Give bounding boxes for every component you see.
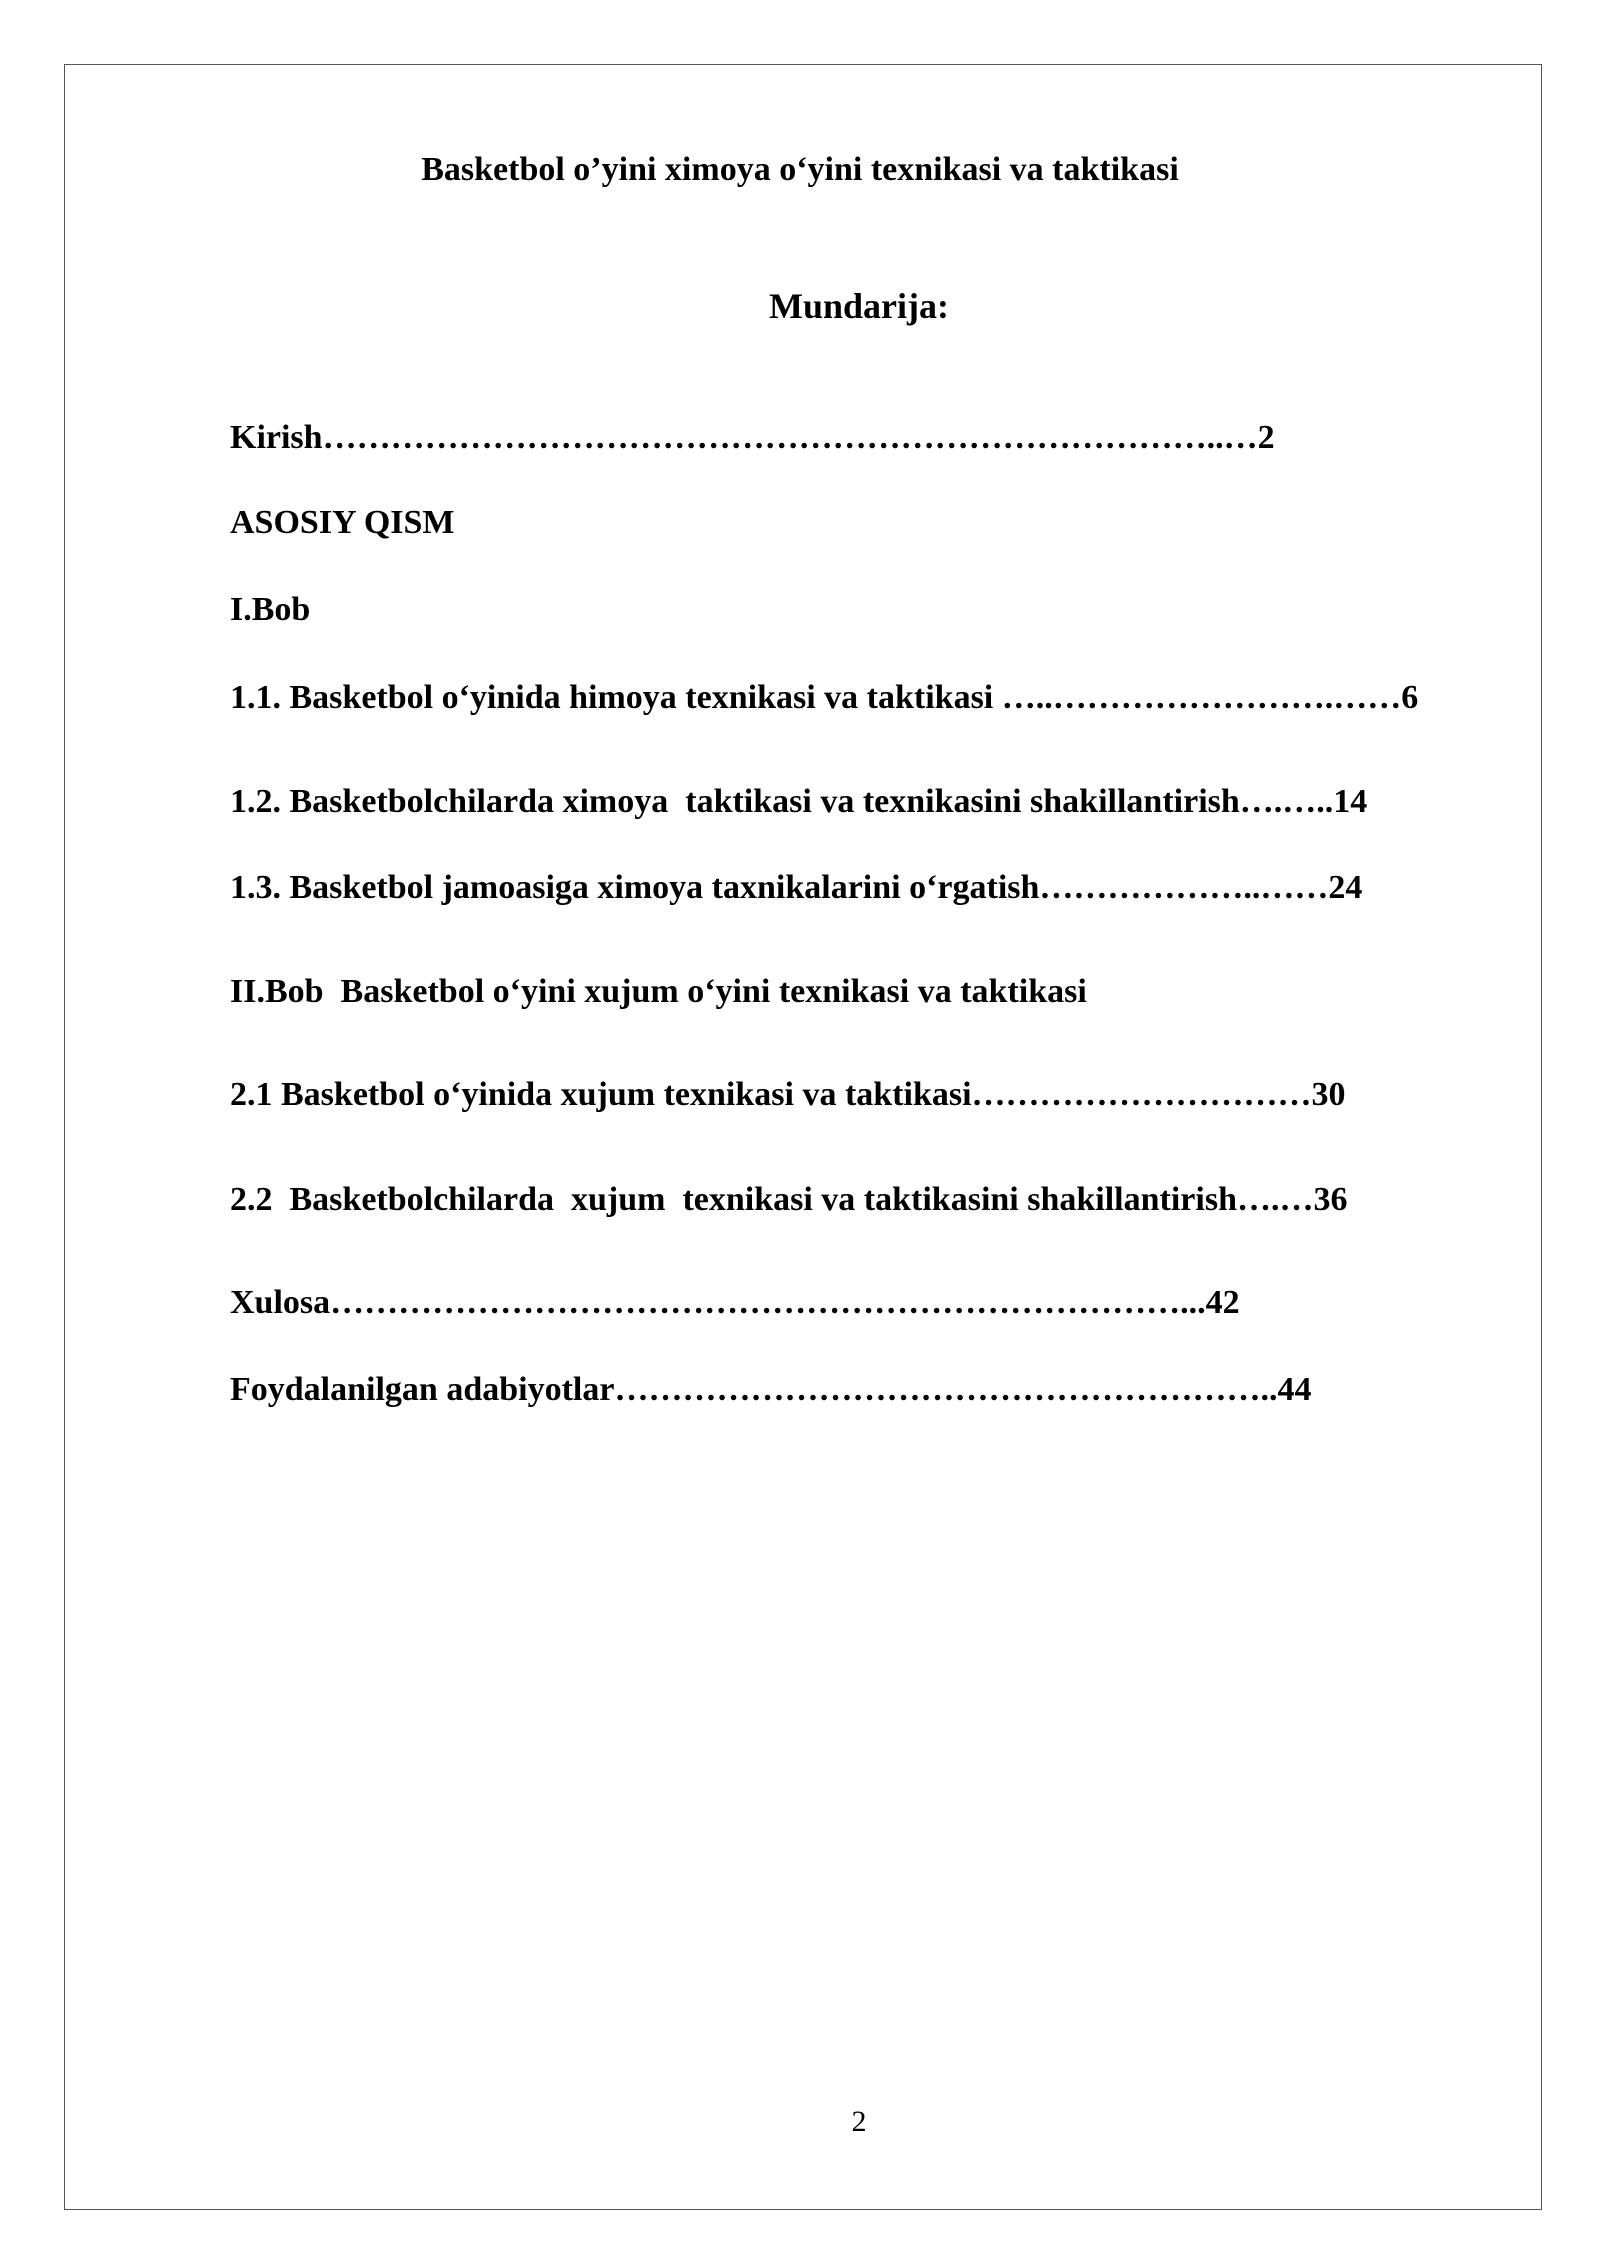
toc-entry-1-3: 1.3. Basketbol jamoasiga ximoya taxnikalarini o‘rgatish………………..……24 <box>230 869 1363 906</box>
toc-entry-kirish: Kirish……………………………………………………………………..…2 <box>230 419 1275 456</box>
toc-entry-chapter-2: II.Bob Basketbol o‘yini xujum o‘yini texnikasi va taktikasi <box>230 973 1087 1010</box>
page-number: 2 <box>851 2105 867 2138</box>
document-title: Basketbol o’yini ximoya o‘yini texnikasi va taktikasi <box>421 151 1179 188</box>
toc-entry-asosiy-qism: ASOSIY QISM <box>230 504 455 541</box>
toc-entry-adabiyotlar: Foydalanilgan adabiyotlar…………………………………………………..44 <box>230 1371 1312 1408</box>
page-border <box>64 64 1542 2210</box>
toc-entry-2-2: 2.2 Basketbolchilarda xujum texnikasi va taktikasini shakillantirish….…36 <box>230 1181 1348 1218</box>
toc-entry-1-2: 1.2. Basketbolchilarda ximoya taktikasi va texnikasini shakillantirish….…..14 <box>230 783 1368 820</box>
toc-entry-1-1: 1.1. Basketbol o‘yinida himoya texnikasi va taktikasi …..…………………….……6 <box>230 679 1419 716</box>
toc-entry-2-1: 2.1 Basketbol o‘yinida xujum texnikasi va taktikasi…………………………30 <box>230 1076 1346 1113</box>
toc-entry-xulosa: Xulosa…………………………………………………………………...42 <box>230 1284 1240 1321</box>
toc-entry-chapter-1: I.Bob <box>230 591 311 628</box>
table-of-contents-heading: Mundarija: <box>769 286 949 326</box>
